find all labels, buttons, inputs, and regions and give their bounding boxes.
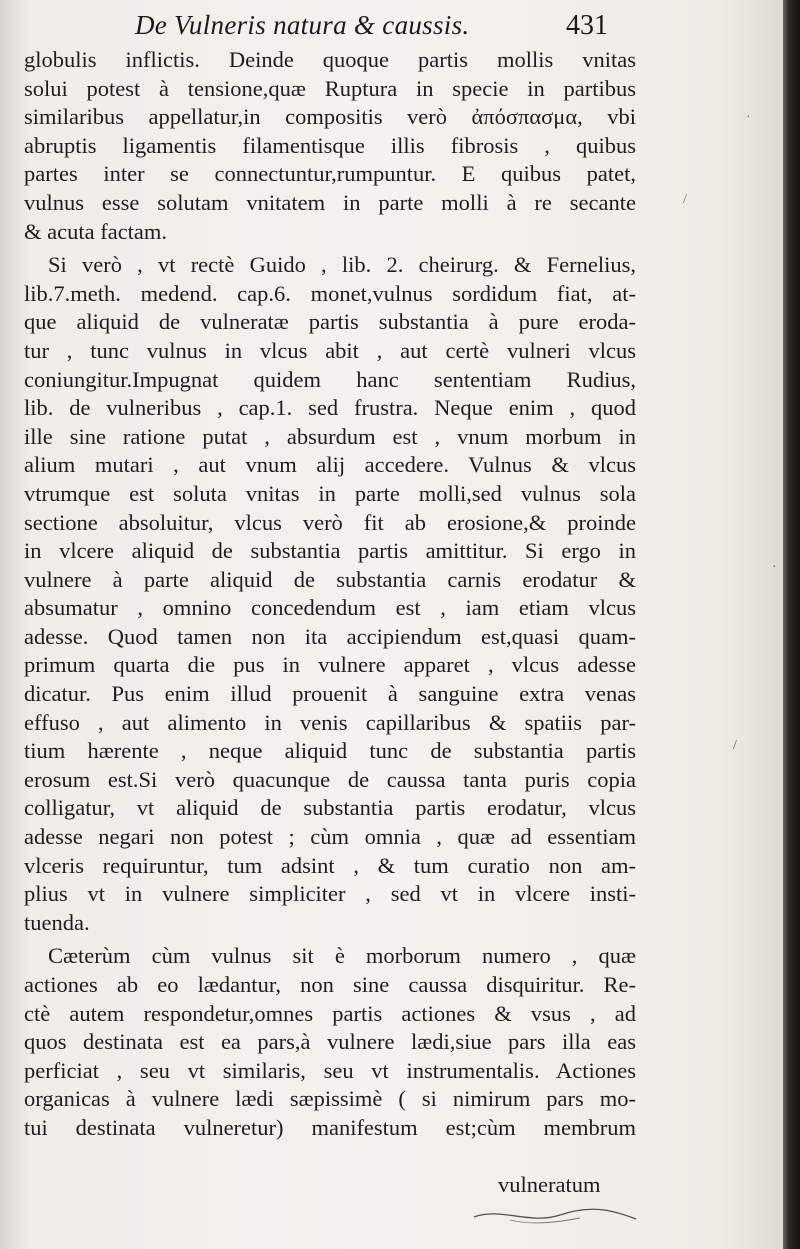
- text-line: vlceris requiruntur, tum adsint , & tum curatio non am-: [24, 852, 636, 878]
- catchword: vulneratum: [498, 1172, 601, 1197]
- text-line: tur , tunc vulnus in vlcus abit , aut certè vulneri vlcus: [24, 337, 636, 363]
- text-line: vulnus esse solutam vnitatem in parte molli à re secante: [24, 189, 636, 215]
- paragraph-2: [24, 251, 636, 937]
- text-line: adesse negari non potest ; cùm omnia , quæ ad essentiam: [24, 824, 636, 850]
- text-line: absumatur , omnino concedendum est , iam etiam vlcus: [24, 595, 636, 621]
- text-line: solui potest à tensione,quæ Ruptura in specie in partibus: [24, 75, 636, 101]
- text-line: Cæterùm cùm vulnus sit è morborum numero , quæ: [48, 943, 636, 969]
- running-title: De Vulneris natura & caussis.: [135, 10, 470, 40]
- text-line: alium mutari , aut vnum alij accedere. Vulnus & vlcus: [24, 452, 636, 478]
- text-line: vtrumque est soluta vnitas in parte molli,sed vulnus sola: [24, 480, 636, 506]
- margin-speck: /: [733, 738, 737, 753]
- text-line: quos destinata est ea pars,à vulnere lædi,siue pars illa eas: [24, 1029, 636, 1055]
- text-line: dicatur. Pus enim illud prouenit à sanguine extra venas: [24, 681, 636, 707]
- text-line: tui destinata vulneretur) manifestum est;cùm membrum: [24, 1114, 636, 1140]
- text-line: & acuta factam.: [24, 218, 168, 244]
- paragraph-1: [24, 46, 636, 246]
- text-line: abruptis ligamentis filamentisque illis fibrosis , quibus: [24, 132, 636, 158]
- paragraph-3: [24, 942, 636, 1142]
- text-line: effuso , aut alimento in venis capillaribus & spatiis par-: [24, 709, 636, 735]
- text-line: vulnere à parte aliquid de substantia carnis erodatur &: [24, 566, 636, 592]
- text-line: lib.7.meth. medend. cap.6. monet,vulnus sordidum fiat, at-: [24, 280, 636, 306]
- text-line: coniungitur.Impugnat quidem hanc sententiam Rudius,: [24, 366, 636, 392]
- page-number: 431: [566, 10, 608, 41]
- text-line: organicas à vulnere lædi sæpissimè ( si nimirum pars mo-: [24, 1086, 636, 1112]
- text-line: plius vt in vulnere simpliciter , sed vt in vlcere insti-: [24, 881, 636, 907]
- text-line: ille sine ratione putat , absurdum est , vnum morbum in: [24, 423, 636, 449]
- text-line: in vlcere aliquid de substantia partis amittitur. Si ergo in: [24, 538, 636, 564]
- text-line: Si verò , vt rectè Guido , lib. 2. cheirurg. & Fernelius,: [48, 252, 636, 278]
- text-line: primum quarta die pus in vulnere apparet , vlcus adesse: [24, 652, 636, 678]
- text-line: partes inter se connectuntur,rumpuntur. E quibus patet,: [24, 161, 636, 187]
- text-line: tuenda.: [24, 909, 90, 935]
- text-line: erosum est.Si verò quacunque de caussa tanta puris copia: [24, 766, 636, 792]
- ink-flourish: [470, 1205, 640, 1227]
- text-line: actiones ab eo lædantur, non sine caussa disquiritur. Re-: [24, 972, 636, 997]
- text-line: sectione absoluitur, vlcus verò fit ab erosione,& proinde: [24, 509, 636, 535]
- text-line: perficiat , seu vt similaris, seu vt instrumentalis. Actiones: [24, 1057, 636, 1083]
- text-line: adesse. Quod tamen non ita accipiendum est,quasi quam-: [24, 623, 636, 649]
- body-text: [24, 46, 636, 1143]
- book-binding-edge: [783, 0, 800, 1249]
- margin-speck: ·: [772, 560, 777, 575]
- text-line: lib. de vulneribus , cap.1. sed frustra. Neque enim , quod: [24, 395, 636, 421]
- margin-speck: /: [683, 192, 687, 207]
- margin-speck: ·: [746, 110, 751, 125]
- text-line: globulis inflictis. Deinde quoque partis mollis vnitas: [24, 47, 636, 72]
- text-line: que aliquid de vulneratæ partis substantia à pure eroda-: [24, 309, 636, 335]
- text-line: tium hærente , neque aliquid tunc de substantia partis: [24, 738, 636, 764]
- text-line: similaribus appellatur,in compositis verò ἀπόσπασμα, vbi: [24, 104, 636, 130]
- text-line: colligatur, vt aliquid de substantia partis erodatur, vlcus: [24, 795, 636, 821]
- text-line: ctè autem respondetur,omnes partis actiones & vsus , ad: [24, 1000, 636, 1026]
- running-head: [0, 8, 783, 48]
